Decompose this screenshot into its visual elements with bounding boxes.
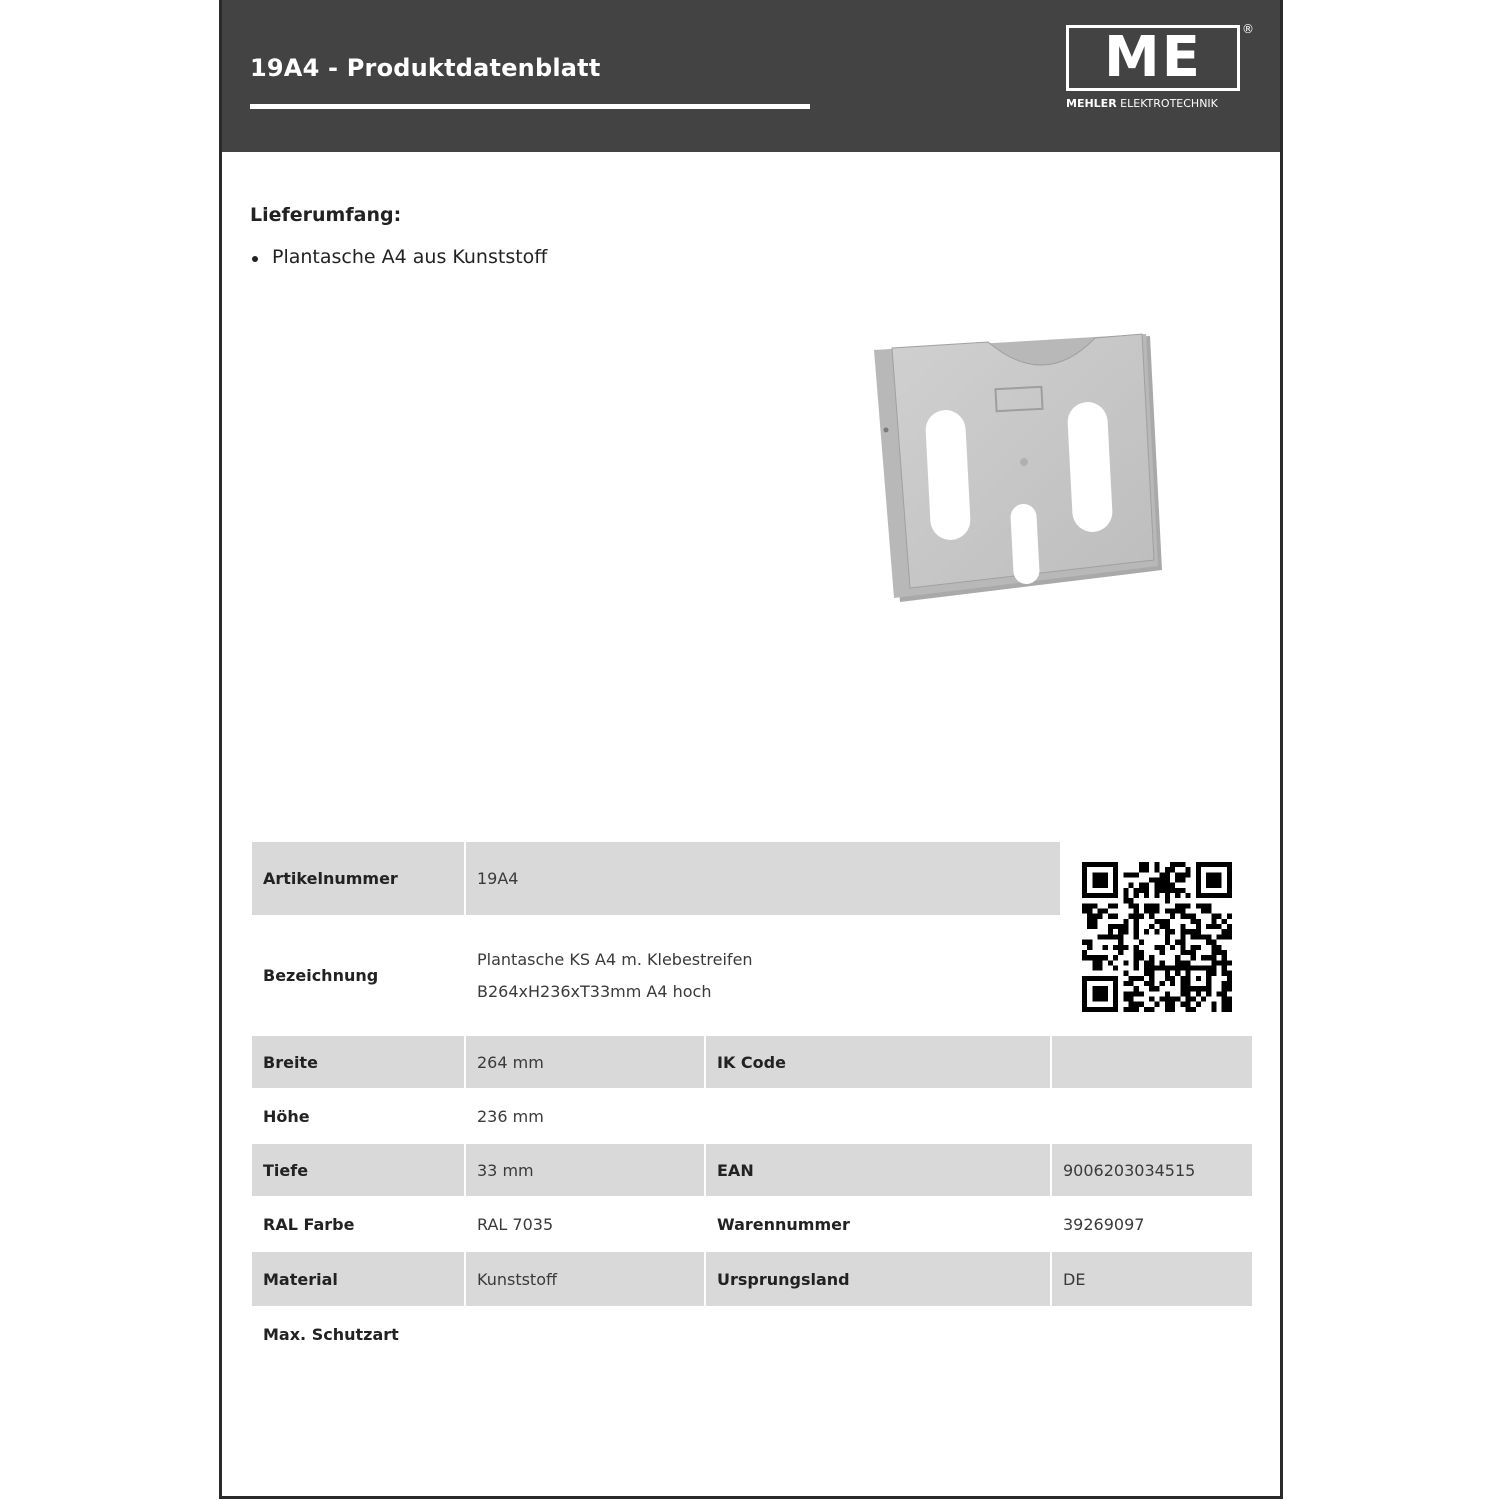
label-ean: EAN <box>706 1144 1050 1196</box>
product-image <box>870 330 1170 620</box>
logo-brand-rest: ELEKTROTECHNIK <box>1120 97 1218 110</box>
value-breite: 264 mm <box>466 1036 704 1088</box>
qr-code <box>1082 862 1232 1012</box>
value-artikelnummer: 19A4 <box>466 842 1060 915</box>
value-warennummer: 39269097 <box>1063 1214 1145 1234</box>
value-max-schutzart <box>466 1308 704 1360</box>
value-hoehe: 236 mm <box>477 1106 544 1126</box>
value-material: Kunststoff <box>466 1252 704 1306</box>
label-hoehe: Höhe <box>263 1106 310 1126</box>
value-ral-farbe: RAL 7035 <box>477 1214 554 1234</box>
value-ik-code <box>1052 1036 1252 1088</box>
product-pocket-front <box>884 334 1155 588</box>
value-bezeichnung <box>466 917 1060 1034</box>
logo-brand-bold: MEHLER <box>1066 97 1117 110</box>
datasheet-page <box>219 0 1283 1499</box>
label-max-schutzart: Max. Schutzart <box>263 1324 399 1344</box>
scope-list <box>250 246 547 268</box>
scope-heading: Lieferumfang: <box>250 204 402 226</box>
bezeichnung-line-2: B264xH236xT33mm A4 hoch <box>477 981 712 1001</box>
bezeichnung-line-1: Plantasche KS A4 m. Klebestreifen <box>477 949 753 969</box>
title-underline <box>250 104 810 109</box>
label-warennummer: Warennummer <box>717 1214 850 1234</box>
logo-letters: ME <box>1104 25 1202 90</box>
registered-mark: ® <box>1242 22 1254 36</box>
value-tiefe: 33 mm <box>466 1144 704 1196</box>
header-bar <box>222 0 1280 152</box>
value-ursprungsland: DE <box>1052 1252 1252 1306</box>
value-ean: 9006203034515 <box>1052 1144 1252 1196</box>
label-ral-farbe: RAL Farbe <box>263 1214 355 1234</box>
mehler-logo <box>1066 22 1256 115</box>
label-artikelnummer: Artikelnummer <box>252 842 464 915</box>
label-tiefe: Tiefe <box>252 1144 464 1196</box>
label-ik-code: IK Code <box>706 1036 1050 1088</box>
label-ursprungsland: Ursprungsland <box>706 1252 1050 1306</box>
page-title: 19A4 - Produktdatenblatt <box>250 54 601 82</box>
label-material: Material <box>252 1252 464 1306</box>
scope-item: Plantasche A4 aus Kunststoff <box>250 246 547 268</box>
label-breite: Breite <box>252 1036 464 1088</box>
label-bezeichnung: Bezeichnung <box>263 966 379 985</box>
logo-brand-text <box>1066 97 1218 110</box>
